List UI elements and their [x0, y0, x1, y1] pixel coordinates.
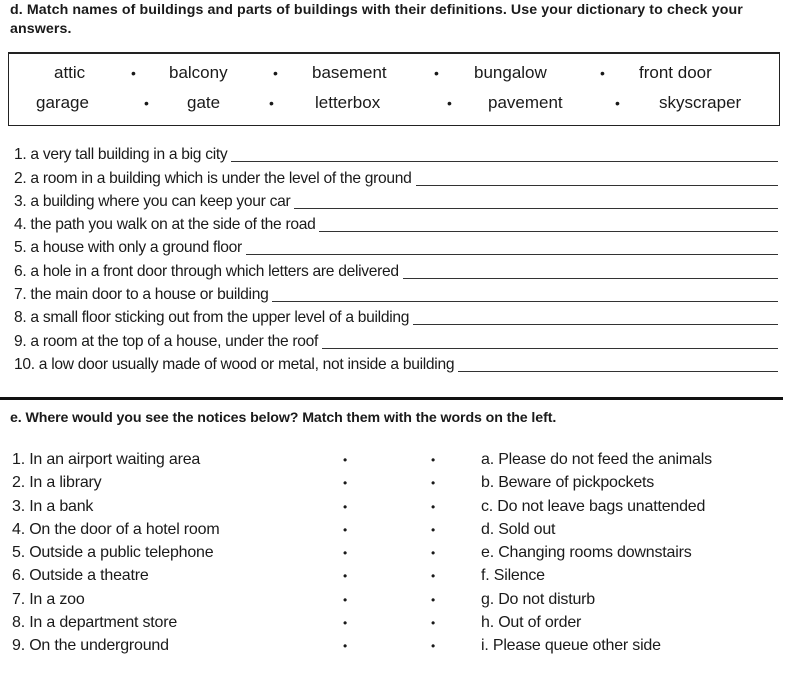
left-match-dot[interactable]: •: [343, 476, 348, 491]
notice-item: i. Please queue other side: [481, 637, 661, 655]
right-match-dot[interactable]: •: [431, 616, 436, 631]
answer-blank[interactable]: [272, 300, 778, 302]
word-gate: gate: [187, 93, 221, 112]
place-item: 4. On the door of a hotel room: [12, 520, 220, 538]
left-match-dot[interactable]: •: [343, 639, 348, 654]
word-bungalow: bungalow: [474, 63, 547, 82]
matching-list: [12, 449, 782, 659]
definition-item: [14, 283, 778, 306]
definition-item: [14, 259, 778, 282]
match-row: [12, 565, 782, 588]
right-match-dot[interactable]: •: [431, 453, 436, 467]
left-match-dot[interactable]: •: [343, 592, 348, 607]
right-match-dot[interactable]: •: [431, 569, 436, 584]
right-match-dot[interactable]: •: [431, 592, 436, 607]
definition-text: 7. the main door to a house or building: [14, 286, 269, 304]
definition-text: 8. a small floor sticking out from the upper level of a building: [14, 309, 410, 327]
definition-text: 10. a low door usually made of wood or metal, not inside a building: [14, 355, 455, 373]
answer-blank[interactable]: [413, 323, 778, 325]
place-item: 1. In an airport waiting area: [12, 451, 201, 468]
answer-blank[interactable]: [231, 160, 778, 162]
notice-item: d. Sold out: [481, 520, 556, 538]
answer-blank[interactable]: [322, 347, 778, 349]
notice-item: f. Silence: [481, 567, 545, 585]
match-row: [12, 589, 782, 612]
match-row: [12, 496, 782, 519]
definition-text: 1. a very tall building in a big city: [14, 146, 228, 164]
notice-item: e. Changing rooms downstairs: [481, 544, 692, 562]
notice-item: h. Out of order: [481, 614, 582, 632]
match-row: [12, 542, 782, 565]
answer-blank[interactable]: [319, 230, 778, 232]
word-box-row-1: [9, 60, 779, 86]
section-d-heading: d. Match names of buildings and parts of buildings with their definitions. Use your dictionary to check your answers.: [10, 2, 743, 37]
right-match-dot[interactable]: •: [431, 499, 436, 514]
definitions-list: [14, 143, 778, 376]
definition-item: [14, 190, 778, 213]
right-match-dot[interactable]: •: [431, 546, 436, 561]
answer-blank[interactable]: [458, 370, 778, 372]
word-balcony: balcony: [169, 63, 228, 82]
match-row: [12, 472, 782, 495]
notice-item: c. Do not leave bags unattended: [481, 497, 706, 515]
definition-text: 2. a room in a building which is under the level of the ground: [14, 169, 412, 187]
definition-item: [14, 236, 778, 259]
definition-text: 9. a room at the top of a house, under the roof: [14, 332, 319, 350]
match-row: [12, 519, 782, 542]
match-row: [12, 635, 782, 658]
answer-blank[interactable]: [403, 277, 778, 279]
notice-item: a. Please do not feed the animals: [481, 451, 712, 468]
right-match-dot[interactable]: •: [431, 639, 436, 654]
left-match-dot[interactable]: •: [343, 569, 348, 584]
definition-item: [14, 166, 778, 189]
bullet-separator: •: [131, 65, 136, 81]
definition-item: [14, 213, 778, 236]
left-match-dot[interactable]: •: [343, 499, 348, 514]
word-box: [8, 52, 780, 126]
notice-item: g. Do not disturb: [481, 590, 595, 608]
place-item: 2. In a library: [12, 474, 102, 492]
definition-text: 5. a house with only a ground floor: [14, 239, 242, 257]
word-attic: attic: [54, 63, 86, 82]
answer-blank[interactable]: [246, 253, 778, 255]
definition-item: [14, 143, 778, 166]
place-item: 9. On the underground: [12, 637, 169, 655]
match-row: [12, 449, 782, 472]
definition-item: [14, 306, 778, 329]
word-front-door: front door: [639, 63, 712, 82]
bullet-separator: •: [144, 95, 149, 111]
place-item: 7. In a zoo: [12, 590, 85, 608]
word-basement: basement: [312, 63, 387, 82]
section-e-heading: e. Where would you see the notices below? Match them with the words on the left.: [10, 410, 557, 426]
bullet-separator: •: [600, 65, 605, 81]
word-box-row-2: [9, 90, 779, 116]
definition-item: [14, 329, 778, 352]
definition-text: 4. the path you walk on at the side of the road: [14, 216, 316, 234]
definition-text: 3. a building where you can keep your car: [14, 192, 291, 210]
section-divider: [0, 397, 783, 400]
notice-item: b. Beware of pickpockets: [481, 474, 655, 492]
left-match-dot[interactable]: •: [343, 546, 348, 561]
left-match-dot[interactable]: •: [343, 453, 348, 467]
place-item: 8. In a department store: [12, 614, 178, 632]
place-item: 5. Outside a public telephone: [12, 544, 214, 562]
word-skyscraper: skyscraper: [659, 93, 742, 112]
word-garage: garage: [36, 93, 89, 112]
right-match-dot[interactable]: •: [431, 522, 436, 537]
bullet-separator: •: [615, 95, 620, 111]
bullet-separator: •: [434, 65, 439, 81]
place-item: 6. Outside a theatre: [12, 567, 149, 585]
bullet-separator: •: [447, 95, 452, 111]
definition-text: 6. a hole in a front door through which letters are delivered: [14, 262, 399, 280]
word-pavement: pavement: [488, 93, 563, 112]
left-match-dot[interactable]: •: [343, 522, 348, 537]
definition-item: [14, 353, 778, 376]
answer-blank[interactable]: [294, 207, 778, 209]
word-letterbox: letterbox: [315, 93, 381, 112]
match-row: [12, 612, 782, 635]
answer-blank[interactable]: [416, 184, 779, 186]
left-match-dot[interactable]: •: [343, 616, 348, 631]
place-item: 3. In a bank: [12, 497, 94, 515]
right-match-dot[interactable]: •: [431, 476, 436, 491]
bullet-separator: •: [273, 65, 278, 81]
bullet-separator: •: [269, 95, 274, 111]
